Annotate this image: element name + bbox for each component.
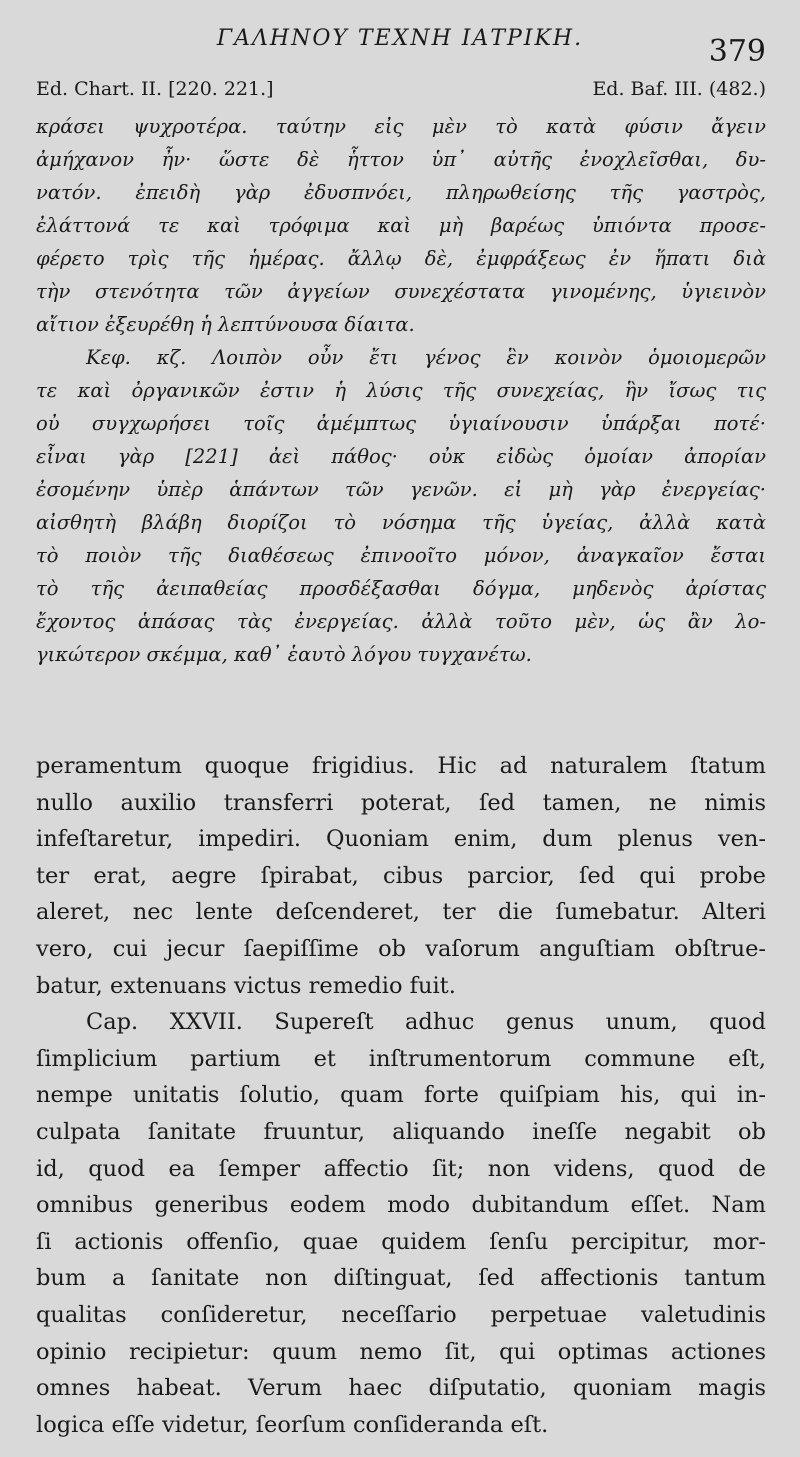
- greek-line: νατόν. ἐπειδὴ γὰρ ἐδυσπνόει, πληρωθείσης τῆς γαστρὸς,: [36, 181, 766, 204]
- page-number: 379: [708, 34, 766, 69]
- greek-line: αἰσθητὴ βλάβη διορίζοι τὸ νόσημα τῆς ὑγείας, ἀλλὰ κατὰ: [36, 511, 766, 534]
- greek-line: τὸ ποιὸν τῆς διαθέσεως ἐπινοοῖτο μόνον, ἀναγκαῖον ἔσται: [36, 544, 766, 567]
- greek-line: τὸ τῆς ἀειπαθείας προσδέξασθαι δόγμα, μηδενὸς ἀρίστας: [36, 577, 766, 600]
- edition-reference-right: Ed. Baf. III. (482.): [592, 78, 766, 100]
- latin-line: vero, cui jecur ſaepiſſime ob vaſorum anguſtiam obſtrue-: [36, 935, 766, 962]
- latin-line: omnes habeat. Verum haec diſputatio, quoniam magis: [36, 1375, 766, 1402]
- latin-line: logica eſſe videtur, ſeorſum conſideranda eſt.: [36, 1411, 549, 1438]
- latin-line: ter erat, aegre ſpirabat, cibus parcior, ſed qui probe: [36, 862, 766, 889]
- greek-line: ἔχοντος ἁπάσας τὰς ἐνεργείας. ἀλλὰ τοῦτο μὲν, ὡς ἂν λο-: [36, 610, 766, 633]
- latin-line: opinio recipietur: quum nemo ſit, qui optimas actiones: [36, 1338, 766, 1365]
- latin-line: ſi actionis offenſio, quae quidem ſenſu percipitur, mor-: [36, 1228, 766, 1255]
- edition-reference-left: Ed. Chart. II. [220. 221.]: [36, 78, 274, 100]
- latin-line: peramentum quoque frigidius. Hic ad naturalem ſtatum: [36, 753, 766, 779]
- latin-chapter-heading-line: Cap. XXVII. Supereſt adhuc genus unum, quod: [86, 1009, 766, 1036]
- greek-line: οὐ συγχωρήσει τοῖς ἀμέμπτως ὑγιαίνουσιν ὑπάρξαι ποτέ·: [36, 412, 766, 435]
- latin-line: aleret, nec lente deſcenderet, ter die ſumebatur. Alteri: [36, 899, 766, 926]
- greek-line: ἐσομένην ὑπὲρ ἁπάντων τῶν γενῶν. εἰ μὴ γὰρ ἐνεργείας·: [36, 478, 766, 501]
- latin-line: infeſtaretur, impediri. Quoniam enim, dum plenus ven-: [36, 826, 766, 853]
- greek-line: ἐλάττονά τε καὶ τρόφιμα καὶ μὴ βαρέως ὑπιόντα προσε-: [36, 214, 766, 237]
- latin-line: culpata ſanitate fruuntur, aliquando ineſſe negabit ob: [36, 1118, 766, 1145]
- latin-line: nullo auxilio transferri poterat, ſed tamen, ne nimis: [36, 789, 766, 816]
- greek-line: φέρετο τρὶς τῆς ἡμέρας. ἄλλῳ δὲ, ἐμφράξεως ἐν ἥπατι διὰ: [36, 247, 766, 270]
- latin-line: omnibus generibus eodem modo dubitandum eſſet. Nam: [36, 1192, 766, 1219]
- latin-line: bum a ſanitate non diſtinguat, ſed affectionis tantum: [36, 1265, 766, 1292]
- greek-line: γικώτερον σκέμμα, καθ᾿ ἑαυτὸ λόγου τυγχανέτω.: [36, 643, 532, 666]
- greek-line: αἴτιον ἐξευρέθη ἡ λεπτύνουσα δίαιτα.: [36, 313, 415, 336]
- latin-text-block: [36, 748, 766, 1443]
- latin-line: qualitas conſideretur, neceſſario perpetuae valetudinis: [36, 1301, 766, 1328]
- latin-line: nempe unitatis ſolutio, quam forte quiſpiam his, qui in-: [36, 1082, 766, 1109]
- greek-line: τὴν στενότητα τῶν ἀγγείων συνεχέστατα γινομένης, ὑγιεινὸν: [36, 280, 766, 303]
- latin-line: ſimplicium partium et inſtrumentorum commune eſt,: [36, 1045, 766, 1072]
- greek-line: ἀμήχανον ἦν· ὥστε δὲ ἧττον ὑπ᾿ αὐτῆς ἐνοχλεῖσθαι, δυ-: [36, 148, 766, 171]
- greek-line: εἶναι γὰρ [221] ἀεὶ πάθος· οὐκ εἰδὼς ὁμοίαν ἀπορίαν: [36, 445, 766, 468]
- running-title: ΓΑΛΗΝΟΥ ΤΕΧΝΗ ΙΑΤΡΙΚΗ.: [216, 26, 584, 51]
- latin-line: batur, extenuans victus remedio fuit.: [36, 972, 456, 999]
- greek-line: κράσει ψυχροτέρα. ταύτην εἰς μὲν τὸ κατὰ φύσιν ἄγειν: [36, 115, 766, 138]
- greek-line: τε καὶ ὀργανικῶν ἐστιν ἡ λύσις τῆς συνεχείας, ἣν ἴσως τις: [36, 379, 766, 402]
- greek-chapter-heading-line: Κεφ. κζ. Λοιπὸν οὖν ἔτι γένος ἓν κοινὸν ὁμοιομερῶν: [86, 346, 766, 369]
- latin-line: id, quod ea ſemper affectio ſit; non videns, quod de: [36, 1155, 766, 1182]
- greek-text-block: [36, 110, 766, 671]
